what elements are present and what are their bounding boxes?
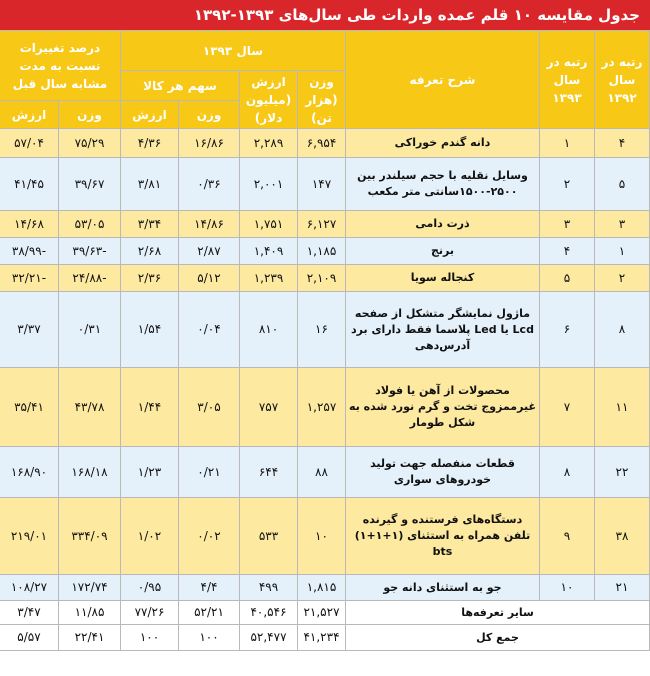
description-cell: دستگاه‌های فرستنده و گیرنده تلفن همراه به استثنای (۱+۱+۱) bts — [346, 498, 540, 575]
change-weight-cell: ۳۳۴/۰۹ — [58, 498, 120, 575]
value-cell: ۱,۲۳۹ — [240, 265, 298, 292]
table-row — [0, 265, 650, 292]
share-value-cell: ۱/۵۴ — [120, 292, 178, 368]
value-cell: ۵۲,۴۷۷ — [240, 625, 298, 651]
rank-1392-cell: ۲ — [595, 265, 650, 292]
value-cell: ۴۰,۵۴۶ — [240, 601, 298, 625]
share-weight-cell: ۱۶/۸۶ — [179, 129, 240, 158]
rank-1392-cell: ۱ — [595, 238, 650, 265]
share-value-cell: ۲/۶۸ — [120, 238, 178, 265]
header-rank-1392: رتبه در سال ۱۳۹۲ — [595, 31, 650, 129]
grand-total-label: جمع کل — [346, 625, 650, 651]
description-cell: وسایل نقلیه با حجم سیلندر بین ۲۵۰۰-۱۵۰۰سانتی متر مکعب — [346, 158, 540, 211]
share-value-cell: ۱/۴۴ — [120, 368, 178, 447]
rank-1392-cell: ۱۱ — [595, 368, 650, 447]
value-cell: ۷۵۷ — [240, 368, 298, 447]
change-value-cell: ۱۴/۶۸ — [0, 211, 58, 238]
share-weight-cell: ۱۴/۸۶ — [179, 211, 240, 238]
rank-1392-cell: ۲۲ — [595, 447, 650, 498]
change-weight-cell: ۱۱/۸۵ — [58, 601, 120, 625]
rank-1393-cell: ۴ — [540, 238, 595, 265]
other-tariffs-label: سایر تعرفه‌ها — [346, 601, 650, 625]
weight-cell: ۱۶ — [298, 292, 346, 368]
change-weight-cell: -۳۹/۶۳ — [58, 238, 120, 265]
table-title: جدول مقایسه ۱۰ قلم عمده واردات طی سال‌های ۱۳۹۳-۱۳۹۲ — [0, 0, 650, 30]
change-value-cell: ۵۷/۰۴ — [0, 129, 58, 158]
header-value: ارزش (میلیون دلار) — [240, 71, 298, 129]
value-cell: ۴۹۹ — [240, 575, 298, 601]
rank-1393-cell: ۲ — [540, 158, 595, 211]
share-value-cell: ۱/۰۲ — [120, 498, 178, 575]
weight-cell: ۱۴۷ — [298, 158, 346, 211]
table-row — [0, 292, 650, 368]
change-weight-cell: ۰/۳۱ — [58, 292, 120, 368]
change-value-cell: ۲۱۹/۰۱ — [0, 498, 58, 575]
rank-1393-cell: ۹ — [540, 498, 595, 575]
share-value-cell: ۱۰۰ — [120, 625, 178, 651]
value-cell: ۵۳۳ — [240, 498, 298, 575]
change-value-cell: ۳/۳۷ — [0, 292, 58, 368]
table-row — [0, 158, 650, 211]
value-cell: ۲,۰۰۱ — [240, 158, 298, 211]
table-row — [0, 368, 650, 447]
weight-cell: ۱,۸۱۵ — [298, 575, 346, 601]
description-cell: ماژول نمایشگر متشکل از صفحه Lcd یا Led پلاسما فقط دارای برد آدرس‌دهی — [346, 292, 540, 368]
weight-cell: ۲۱,۵۲۷ — [298, 601, 346, 625]
change-value-cell: ۳/۴۷ — [0, 601, 58, 625]
share-weight-cell: ۴/۴ — [179, 575, 240, 601]
rank-1392-cell: ۲۱ — [595, 575, 650, 601]
change-value-cell: ۵/۵۷ — [0, 625, 58, 651]
rank-1392-cell: ۳۸ — [595, 498, 650, 575]
grand-total-row — [0, 625, 650, 651]
share-value-cell: ۰/۹۵ — [120, 575, 178, 601]
weight-cell: ۸۸ — [298, 447, 346, 498]
share-value-cell: ۲/۳۶ — [120, 265, 178, 292]
change-weight-cell: ۴۳/۷۸ — [58, 368, 120, 447]
rank-1393-cell: ۷ — [540, 368, 595, 447]
share-weight-cell: ۰/۰۴ — [179, 292, 240, 368]
share-weight-cell: ۵/۱۲ — [179, 265, 240, 292]
rank-1393-cell: ۳ — [540, 211, 595, 238]
rank-1393-cell: ۶ — [540, 292, 595, 368]
share-value-cell: ۱/۲۳ — [120, 447, 178, 498]
change-weight-cell: ۵۳/۰۵ — [58, 211, 120, 238]
share-weight-cell: ۲/۸۷ — [179, 238, 240, 265]
share-value-cell: ۳/۸۱ — [120, 158, 178, 211]
share-weight-cell: ۳/۰۵ — [179, 368, 240, 447]
table-row — [0, 238, 650, 265]
share-value-cell: ۷۷/۲۶ — [120, 601, 178, 625]
change-weight-cell: -۲۴/۸۸ — [58, 265, 120, 292]
change-weight-cell: ۲۲/۴۱ — [58, 625, 120, 651]
description-cell: برنج — [346, 238, 540, 265]
value-cell: ۱,۴۰۹ — [240, 238, 298, 265]
header-share-weight: وزن — [179, 101, 240, 129]
change-weight-cell: ۱۷۲/۷۴ — [58, 575, 120, 601]
change-value-cell: -۳۲/۲۱ — [0, 265, 58, 292]
weight-cell: ۶,۹۵۴ — [298, 129, 346, 158]
weight-cell: ۶,۱۲۷ — [298, 211, 346, 238]
change-value-cell: ۱۶۸/۹۰ — [0, 447, 58, 498]
rank-1393-cell: ۱۰ — [540, 575, 595, 601]
value-cell: ۸۱۰ — [240, 292, 298, 368]
change-weight-cell: ۳۹/۶۷ — [58, 158, 120, 211]
share-weight-cell: ۰/۳۶ — [179, 158, 240, 211]
table-row — [0, 447, 650, 498]
weight-cell: ۴۱,۲۳۴ — [298, 625, 346, 651]
rank-1392-cell: ۸ — [595, 292, 650, 368]
value-cell: ۱,۷۵۱ — [240, 211, 298, 238]
imports-table — [0, 30, 650, 651]
change-weight-cell: ۷۵/۲۹ — [58, 129, 120, 158]
description-cell: کنجاله سویا — [346, 265, 540, 292]
header-description: شرح تعرفه — [346, 31, 540, 129]
header-share-value: ارزش — [120, 101, 178, 129]
header-year-1393: سال ۱۳۹۳ — [120, 31, 345, 71]
share-weight-cell: ۵۲/۲۱ — [179, 601, 240, 625]
change-weight-cell: ۱۶۸/۱۸ — [58, 447, 120, 498]
weight-cell: ۱,۲۵۷ — [298, 368, 346, 447]
change-value-cell: ۳۵/۴۱ — [0, 368, 58, 447]
change-value-cell: ۱۰۸/۲۷ — [0, 575, 58, 601]
share-weight-cell: ۰/۰۲ — [179, 498, 240, 575]
table-row — [0, 211, 650, 238]
weight-cell: ۱,۱۸۵ — [298, 238, 346, 265]
table-row — [0, 129, 650, 158]
rank-1393-cell: ۵ — [540, 265, 595, 292]
change-value-cell: -۳۸/۹۹ — [0, 238, 58, 265]
table-row — [0, 575, 650, 601]
rank-1393-cell: ۱ — [540, 129, 595, 158]
share-value-cell: ۳/۳۴ — [120, 211, 178, 238]
weight-cell: ۱۰ — [298, 498, 346, 575]
rank-1392-cell: ۳ — [595, 211, 650, 238]
description-cell: دانه گندم خوراکی — [346, 129, 540, 158]
header-change-value: ارزش — [0, 101, 58, 129]
share-weight-cell: ۰/۲۱ — [179, 447, 240, 498]
weight-cell: ۲,۱۰۹ — [298, 265, 346, 292]
table-row — [0, 498, 650, 575]
rank-1392-cell: ۵ — [595, 158, 650, 211]
description-cell: ذرت دامی — [346, 211, 540, 238]
rank-1393-cell: ۸ — [540, 447, 595, 498]
header-goods-share: سهم هر کالا — [120, 71, 239, 101]
value-cell: ۲,۲۸۹ — [240, 129, 298, 158]
change-value-cell: ۴۱/۴۵ — [0, 158, 58, 211]
header-rank-1393: رتبه در سال ۱۳۹۳ — [540, 31, 595, 129]
share-weight-cell: ۱۰۰ — [179, 625, 240, 651]
description-cell: محصولات از آهن یا فولاد غیرممزوج تخت و گرم نورد شده به شکل طومار — [346, 368, 540, 447]
description-cell: قطعات منفصله جهت تولید خودروهای سواری — [346, 447, 540, 498]
value-cell: ۶۴۴ — [240, 447, 298, 498]
rank-1392-cell: ۴ — [595, 129, 650, 158]
header-change-percent: درصد تغییرات نسبت به مدت مشابه سال قبل — [0, 31, 120, 101]
header-weight: وزن (هزار تن) — [298, 71, 346, 129]
other-tariffs-row — [0, 601, 650, 625]
header-change-weight: وزن — [58, 101, 120, 129]
share-value-cell: ۴/۳۶ — [120, 129, 178, 158]
description-cell: جو به استثنای دانه جو — [346, 575, 540, 601]
